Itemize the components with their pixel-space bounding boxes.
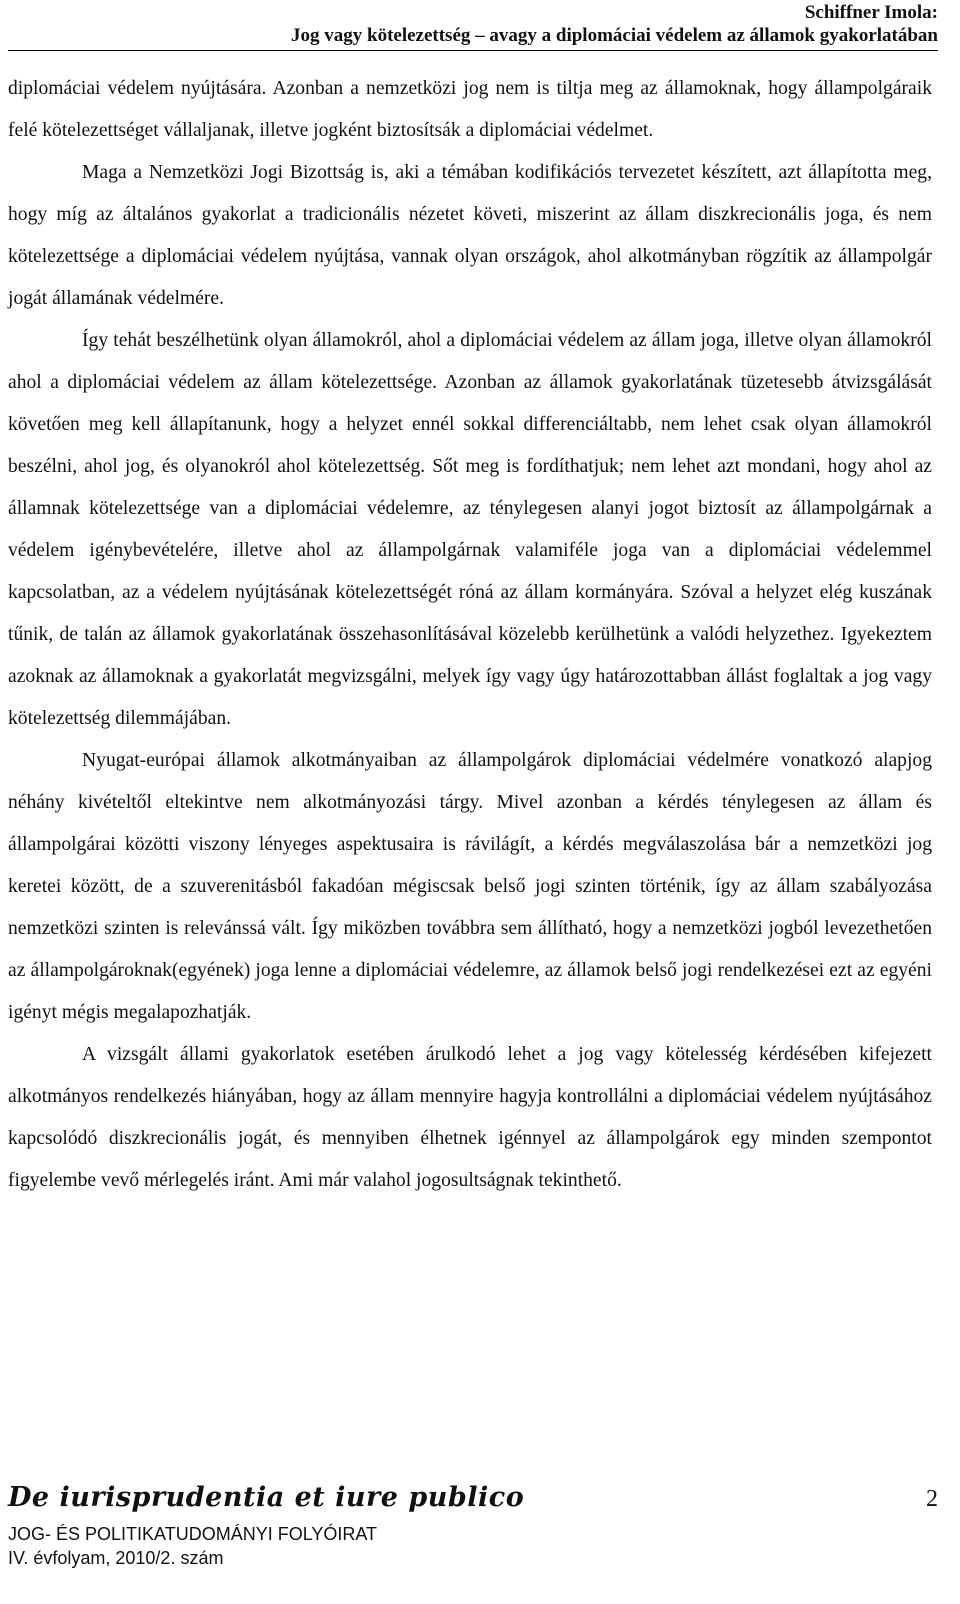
page-header [8, 0, 938, 58]
paragraph: Nyugat-európai államok alkotmányaiban az állampolgárok diplomáciai védelmére vonatkozó alapjog néhány kivételtől eltekintve nem alkotmányozási tárgy. Mivel azonban a kérdés ténylegesen az állam és állampolgárai közötti viszony lényeges aspektusaira is rávilágít, a kérdés megválaszolása bár a nemzetközi jog keretei között, de a szuverenitásból fakadóan mégiscsak belső jogi szinten történik, így az állam szabályozása nemzetközi szinten is relevánssá vált. Így miközben továbbra sem állítható, hogy a nemzetközi jogból levezethetően az állampolgároknak(egyének) joga lenne a diplomáciai védelemre, az államok belső jogi rendelkezései ezt az egyéni igényt mégis megalapozhatják. [8, 750, 932, 1023]
paragraph: Így tehát beszélhetünk olyan államokról, ahol a diplomáciai védelem az állam joga, illetve olyan államokról ahol a diplomáciai védelem az állam kötelezettsége. Azonban az államok gyakorlatának tüzetesebb átvizsgálását követően meg kell állapítanunk, hogy a helyzet ennél sokkal differenciáltabb, nem lehet csak olyan államokról beszélni, ahol jog, és olyanokról ahol kötelezettség. Sőt meg is fordíthatjuk; nem lehet azt mondani, hogy ahol az államnak kötelezettsége van a diplomáciai védelemre, az ténylegesen alanyi jogot biztosít az állampolgárnak a védelem igénybevételére, illetve ahol az állampolgárnak valamiféle joga van a diplomáciai védelemmel kapcsolatban, az a védelem nyújtásának kötelezettségét róná az állam kormányára. Szóval a helyzet elég kuszának tűnik, de talán az államok gyakorlatának összehasonlításával közelebb kerülhetünk a valódi helyzethez. Igyekeztem azoknak az államoknak a gyakorlatát megvizsgálni, melyek így vagy úgy határozottabban állást foglaltak a jog vagy kötelezettség dilemmájában. [8, 330, 932, 729]
page-footer [8, 1476, 938, 1604]
paragraph-continuation: diplomáciai védelem nyújtására. Azonban a nemzetközi jog nem is tiltja meg az államoknak, hogy állampolgáraik felé kötelezettséget vállaljanak, illetve jogként biztosítsák a diplomáciai védelmet. [8, 78, 932, 141]
journal-logo: De iurisprudentia et iure publico [8, 1482, 525, 1513]
article-body [8, 68, 932, 1202]
journal-name: JOG- ÉS POLITIKATUDOMÁNYI FOLYÓIRAT [8, 1524, 378, 1544]
paragraph: Maga a Nemzetközi Jogi Bizottság is, aki a témában kodifikációs tervezetet készített, azt állapította meg, hogy míg az általános gyakorlat a tradicionális nézetet követi, miszerint az állam diszkrecionális joga, és nem kötelezettsége a diplomáciai védelem nyújtása, vannak olyan országok, ahol alkotmányban rögzítik az állampolgár jogát államának védelmére. [8, 162, 932, 309]
paragraph: A vizsgált állami gyakorlatok esetében árulkodó lehet a jog vagy kötelesség kérdésében kifejezett alkotmányos rendelkezés hiányában, hogy az állam mennyire hagyja kontrollálni a diplomáciai védelem nyújtásához kapcsolódó diszkrecionális jogát, és mennyiben élhetnek igénnyel az állampolgárok egy minden szempontot figyelembe vevő mérlegelés iránt. Ami már valahol jogosultságnak tekinthető. [8, 1044, 932, 1191]
header-divider [8, 50, 938, 51]
header-author: Schiffner Imola: [804, 2, 938, 23]
page-number: 2 [926, 1486, 938, 1512]
header-title: Jog vagy kötelezettség – avagy a diplomáciai védelem az államok gyakorlatában [291, 25, 938, 46]
journal-issue: IV. évfolyam, 2010/2. szám [8, 1548, 224, 1568]
